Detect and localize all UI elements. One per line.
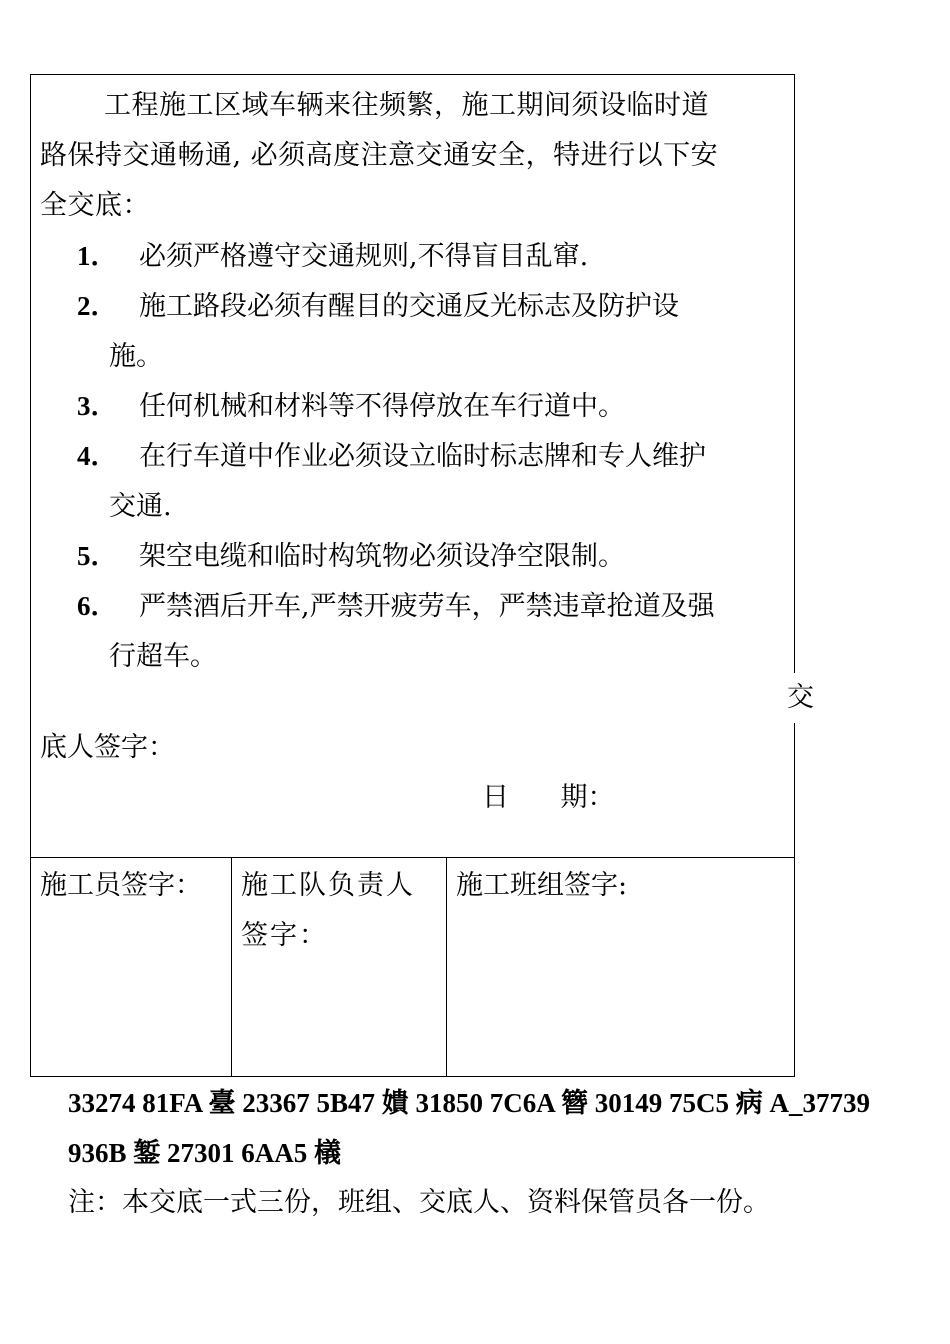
safety-item-4 [77,431,789,532]
safety-item-5 [77,531,789,582]
item-text: 架空电缆和临时构筑物必须设净空限制。 [139,541,625,572]
safety-item-3 [77,381,789,432]
safety-item-6 [77,581,789,682]
item-text: 在行车道中作业必须设立临时标志牌和专人维护 [139,441,706,472]
intro-line-2: 路保持交通畅通, 必须高度注意交通安全，特进行以下安 [40,140,719,171]
intro-paragraph [40,81,788,231]
item-number: 5． [77,541,118,571]
signature-char-jiao: 交 [787,673,814,723]
team-leader-signature-label: 施工队负责人签字： [241,870,415,951]
item-text-wrap: 交通. [109,491,172,522]
constructor-signature-label: 施工员签字： [40,870,202,901]
item-text: 严禁酒后开车,严禁开疲劳车，严禁违章抢道及强 [139,591,715,622]
signature-row [31,857,794,1076]
constructor-signature-cell[interactable] [31,857,232,1076]
date-label: 日 期： [482,782,615,813]
footer-codes: 33274 81FA 臺 23367 5B47 嬇 31850 7C6A 簪 30149 75C5 病 A_37739 936B 錾 27301 6AA5 檥 [68,1088,871,1168]
crew-signature-cell[interactable] [447,857,794,1076]
item-text: 施工路段必须有醒目的交通反光标志及防护设 [139,291,679,322]
item-text-wrap: 施。 [109,341,163,372]
item-number: 6． [77,591,118,621]
item-number: 4． [77,441,118,471]
item-number: 2． [77,291,118,321]
disclosure-table [30,74,814,1077]
safety-item-1 [77,231,789,282]
team-leader-signature-cell[interactable] [232,857,447,1076]
crew-signature-label: 施工班组签字: [456,870,628,901]
intro-line-1: 工程施工区域车辆来往频繁，施工期间须设临时道 [104,90,709,121]
intro-line-3: 全交底： [40,190,150,221]
content-cell [31,75,814,858]
safety-item-2 [77,281,789,382]
item-text-wrap: 行超车。 [109,641,217,672]
item-number: 1． [77,241,118,271]
item-text: 任何机械和材料等不得停放在车行道中。 [139,391,625,422]
item-text: 必须严格遵守交通规则,不得盲目乱窜. [139,241,589,272]
discloser-signature-label: 底人签字： [40,732,175,763]
item-number: 3． [77,391,118,421]
footer-note: 注：本交底一式三份，班组、交底人、资料保管员各一份。 [68,1187,770,1218]
